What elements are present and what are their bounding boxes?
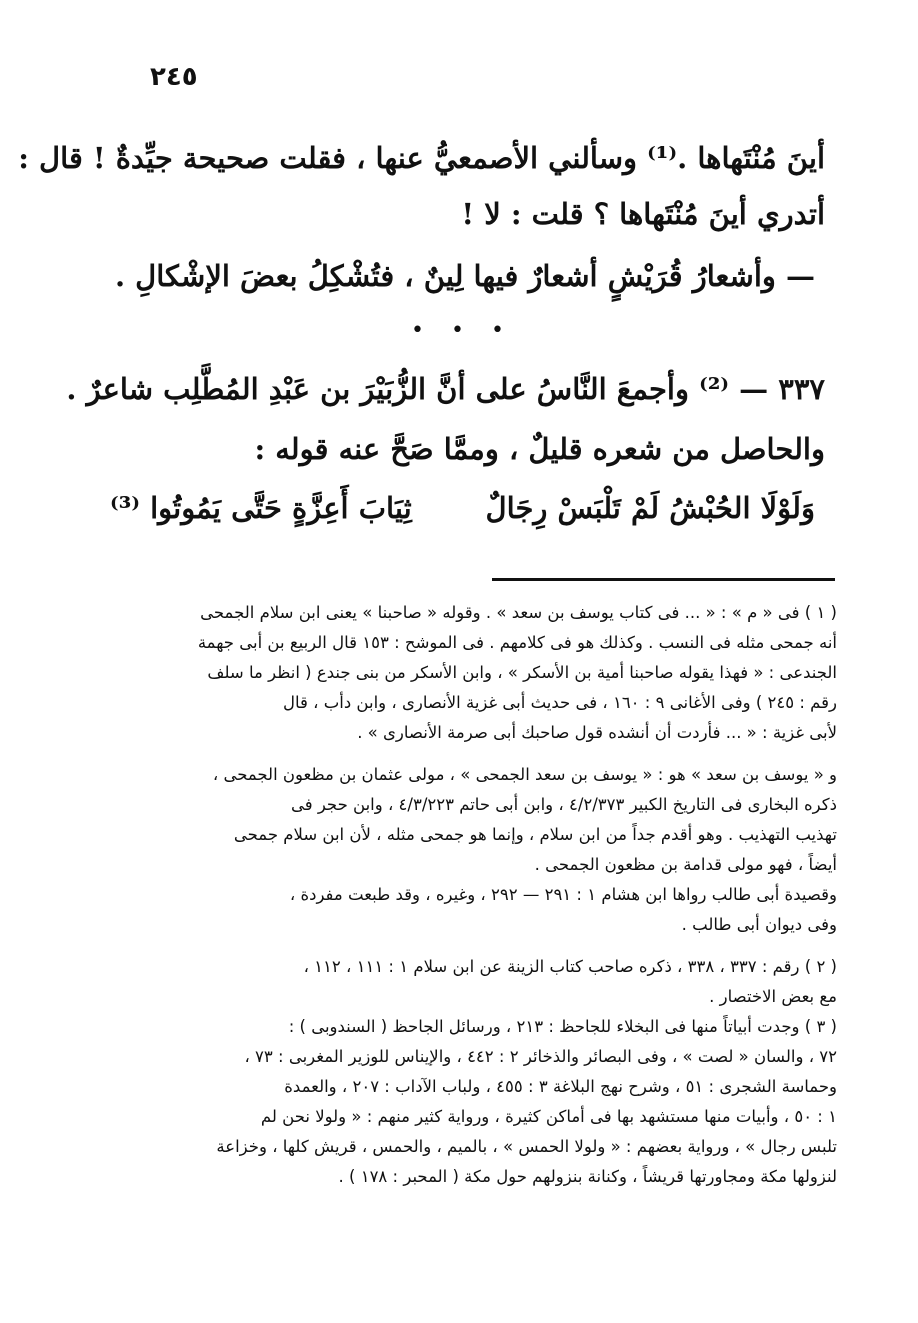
footnote-line: و « يوسف بن سعد » هو : « يوسف بن سعد الجمحى » ، مولى عثمان بن مظعون الجمحى ، (212, 765, 837, 784)
footnote-rule (492, 578, 835, 581)
main-text (18, 130, 825, 538)
footnote-line: الجندعى : « فهذا يقوله صاحبنا أمية بن الأسكر » ، وابن الأسكر من بنى جندع ( انظر ما سلف (207, 663, 837, 682)
footnote-line: تهذيب التهذيب . وهو أقدم جداً من ابن سلام ، وإنما هو جمحى مثله ، لأن ابن سلام جمحى (233, 825, 837, 844)
footnote-line: ( ٢ ) رقم : ٣٣٧ ، ٣٣٨ ، ذكره صاحب كتاب الزينة عن ابن سلام ١ : ١١١ ، ١١٢ ، (303, 957, 837, 976)
footnote-line: تلبس رجال » ، ورواية بعضهم : « ولولا الحمس » ، بالميم ، والحمس ، قريش كلها ، وخزاعة (216, 1137, 837, 1156)
footnote-line: ( ٣ ) وجدت أبياتاً منها فى البخلاء للجاحظ : ٢١٣ ، ورسائل الجاحظ ( السندوبى ) : (288, 1017, 837, 1036)
main-line: ٣٣٧ — ⁽²⁾ وأجمعَ النَّاسُ على أنَّ الزُّبَيْرَ بن عَبْدِ المُطَّلِب شاعرٌ . (66, 372, 825, 406)
footnote-line: ذكره البخارى فى التاريخ الكبير ٤/٢/٣٧٣ ، وابن أبى حاتم ٤/٣/٢٢٣ ، وابن حجر فى (290, 795, 837, 814)
footnote-line: وقصيدة أبى طالب رواها ابن هشام ١ : ٢٩١ — ٢٩٢ ، وغيره ، وقد طبعت مفردة ، (289, 885, 837, 904)
footnote-line: لنزولها مكة ومجاورتها قريشاً ، وكنانة بنزولهم حول مكة ( المحبر : ١٧٨ ) . (338, 1167, 837, 1186)
footnote-line: أيضاً ، فهو مولى قدامة بن مظعون الجمحى . (534, 855, 837, 874)
section-separator: • • • (411, 318, 514, 343)
footnote-line: وحماسة الشجرى : ٥١ ، وشرح نهج البلاغة ٣ : ٤٥٥ ، ولباب الآداب : ٢٠٧ ، والعمدة (284, 1077, 837, 1096)
main-line: أينَ مُنْتَهاها .⁽¹⁾ وسألني الأصمعيُّ عنها ، فقلت صحيحة جيِّدةٌ ! قال : (18, 141, 825, 175)
footnote-gap (92, 940, 837, 952)
footnote-line: ( ١ ) فى « م » : « ... فى كتاب يوسف بن سعد » . وقوله « صاحبنا » يعنى ابن سلام الجمحى (200, 603, 837, 622)
main-line: والحاصل من شعره قليلٌ ، وممَّا صَحَّ عنه قوله : (254, 432, 825, 466)
footnote-line: رقم : ٢٤٥ ) وفى الأغانى ٩ : ١٦٠ ، فى حديث أبى غزية الأنصارى ، وابن دأب ، قال (283, 693, 837, 712)
footnotes (92, 598, 837, 1192)
footnote-gap (92, 748, 837, 760)
footnote-line: لأبى غزية : « ... فأردت أن أنشده قول صاحبك أبى صرمة الأنصارى » . (357, 723, 837, 742)
footnote-line: مع بعض الاختصار . (709, 987, 837, 1006)
footnote-line: ٧٢ ، والسان « لصت » ، وفى البصائر والذخائر ٢ : ٤٤٢ ، والإيناس للوزير المغربى : ٧٣ ، (244, 1047, 837, 1066)
page-number: ٢٤٥ (150, 62, 198, 92)
footnote-line: ١ : ٥٠ ، وأبيات منها مستشهد بها فى أماكن كثيرة ، ورواية كثير منهم : « ولولا نحن لم (260, 1107, 837, 1126)
footnote-line: أنه جمحى مثله فى النسب . وكذلك هو فى كلامهم . فى الموشح : ١٥٣ قال الربيع بن أبى جهمة (197, 633, 837, 652)
poetry-verse (100, 478, 825, 538)
main-line: أتدري أينَ مُنْتَهاها ؟ قلت : لا ! (461, 197, 825, 231)
main-line: — وأشعارُ قُرَيْشٍ أشعارٌ فيها لِينٌ ، فتُشْكِلُ بعضَ الإشْكالِ . (114, 259, 815, 293)
verse-first-hemistich: وَلَوْلَا الحُبْشُ لَمْ تَلْبَسْ رِجَالٌ (485, 491, 815, 525)
verse-second-hemistich: ثِيَابَ أَعِزَّةٍ حَتَّى يَمُوتُوا ⁽³⁾ (110, 491, 412, 525)
footnote-line: وفى ديوان أبى طالب . (681, 915, 837, 934)
